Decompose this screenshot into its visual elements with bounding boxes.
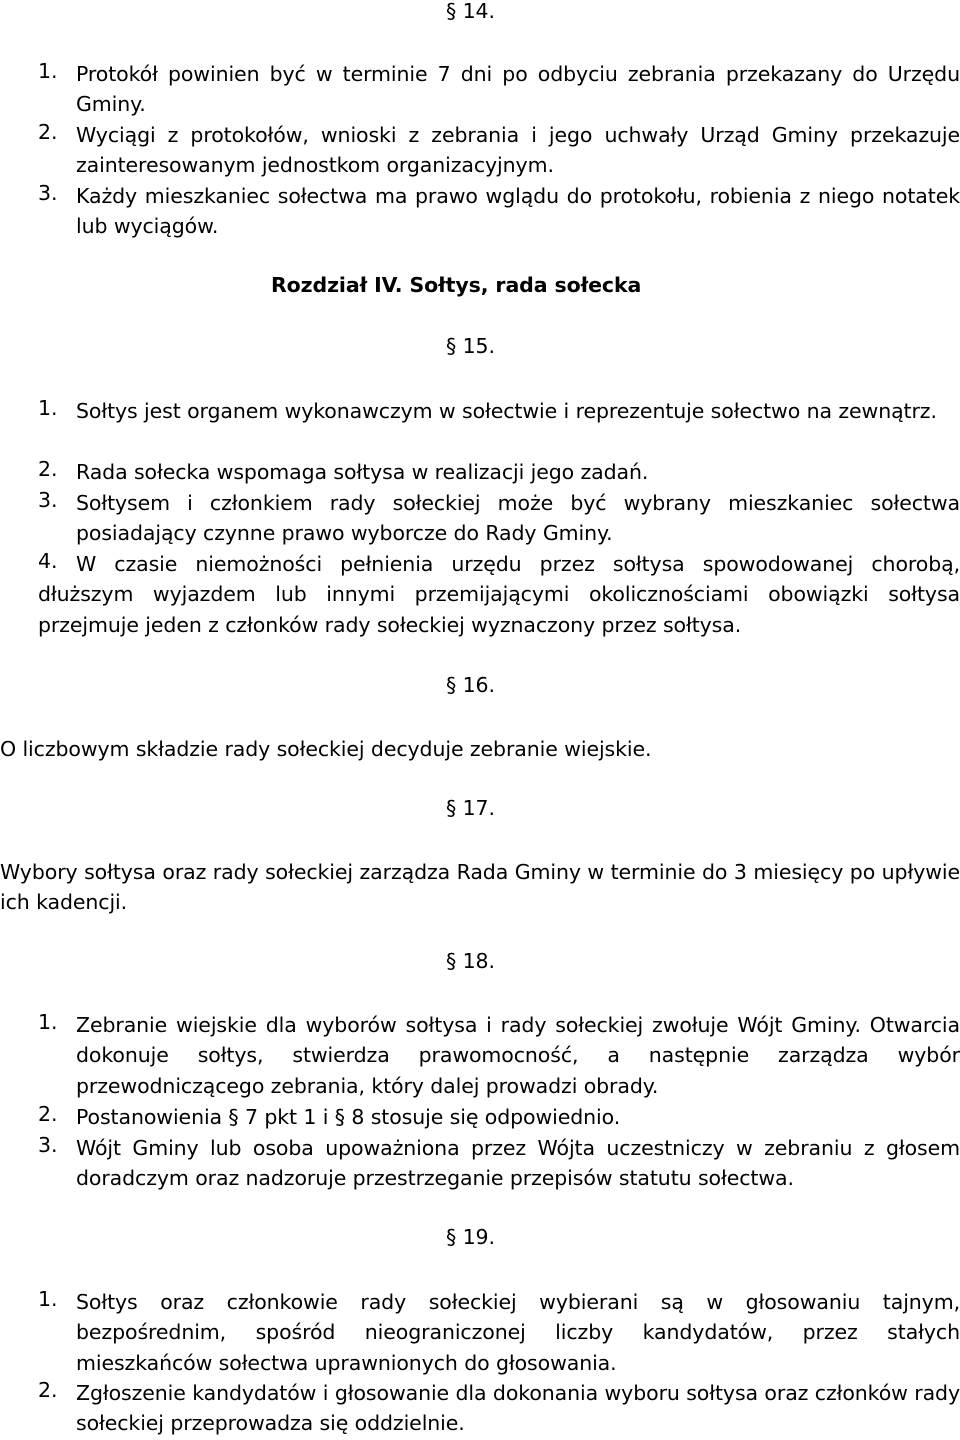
item-text: Wyciągi z protokołów, wnioski z zebrania i jego uchwały Urząd Gminy przekazuje zainteresowanym jednostkom organizacyjnym. [76,123,960,178]
item-text: Wójt Gminy lub osoba upoważniona przez Wójta uczestniczy w zebraniu z głosem doradczym oraz nadzoruje przestrzeganie przepisów statutu sołectwa. [76,1136,960,1191]
section-14-heading: § 14. [446,0,495,23]
item-number: 2. [38,1378,58,1402]
section-17-heading: § 17. [446,796,495,820]
item-text: Postanowienia § 7 pkt 1 i § 8 stosuje się odpowiednio. [76,1105,621,1129]
item-number: 1. [38,59,58,83]
section-18-heading: § 18. [446,949,495,973]
item-text: Zgłoszenie kandydatów i głosowanie dla dokonania wyboru sołtysa oraz członków rady sołeckiej przeprowadza się oddzielnie. [76,1381,960,1436]
item-text: Sołtys jest organem wykonawczym w sołectwie i reprezentuje sołectwo na zewnątrz. [76,399,937,423]
item-number: 1. [38,1287,58,1311]
item-number: 4. [38,549,58,573]
s16-paragraph: O liczbowym składzie rady sołeckiej decyduje zebranie wiejskie. [0,737,652,761]
item-text: W czasie niemożności pełnienia urzędu przez sołtysa spowodowanej chorobą, dłuższym wyjazdem lub innymi przemijającymi okolicznościami obowiązki sołtysa przejmuje jeden z członków rady sołeckiej wyznaczony przez sołtysa. [38,552,960,637]
item-number: 3. [38,488,58,512]
item-text: Sołtys oraz członkowie rady sołeckiej wybierani są w głosowaniu tajnym, bezpośrednim, spośród nieograniczonej liczby kandydatów, przez stałych mieszkańców sołectwa uprawnionych do głosowania. [76,1290,960,1375]
item-text: Sołtysem i członkiem rady sołeckiej może być wybrany mieszkaniec sołectwa posiadający czynne prawo wyborcze do Rady Gminy. [76,491,960,546]
item-text: Każdy mieszkaniec sołectwa ma prawo wglądu do protokołu, robienia z niego notatek lub wyciągów. [76,184,960,239]
item-number: 2. [38,1102,58,1126]
section-19-heading: § 19. [446,1225,495,1249]
item-number: 3. [38,181,58,205]
item-number: 1. [38,396,58,420]
section-16-heading: § 16. [446,673,495,697]
s17-paragraph: Wybory sołtysa oraz rady sołeckiej zarządza Rada Gminy w terminie do 3 miesięcy po upływie ich kadencji. [0,860,960,915]
chapter-heading: Rozdział IV. Sołtys, rada sołecka [271,273,642,297]
item-text: Protokół powinien być w terminie 7 dni po odbyciu zebrania przekazany do Urzędu Gminy. [76,62,960,117]
item-number: 1. [38,1010,58,1034]
item-text: Rada sołecka wspomaga sołtysa w realizacji jego zadań. [76,460,649,484]
item-number: 2. [38,457,58,481]
item-number: 3. [38,1133,58,1157]
item-number: 2. [38,120,58,144]
item-text: Zebranie wiejskie dla wyborów sołtysa i rady sołeckiej zwołuje Wójt Gminy. Otwarcia dokonuje sołtys, stwierdza prawomocność, a następnie zarządza wybór przewodniczącego zebrania, który dalej prowadzi obrady. [76,1013,960,1098]
section-15-heading: § 15. [446,334,495,358]
